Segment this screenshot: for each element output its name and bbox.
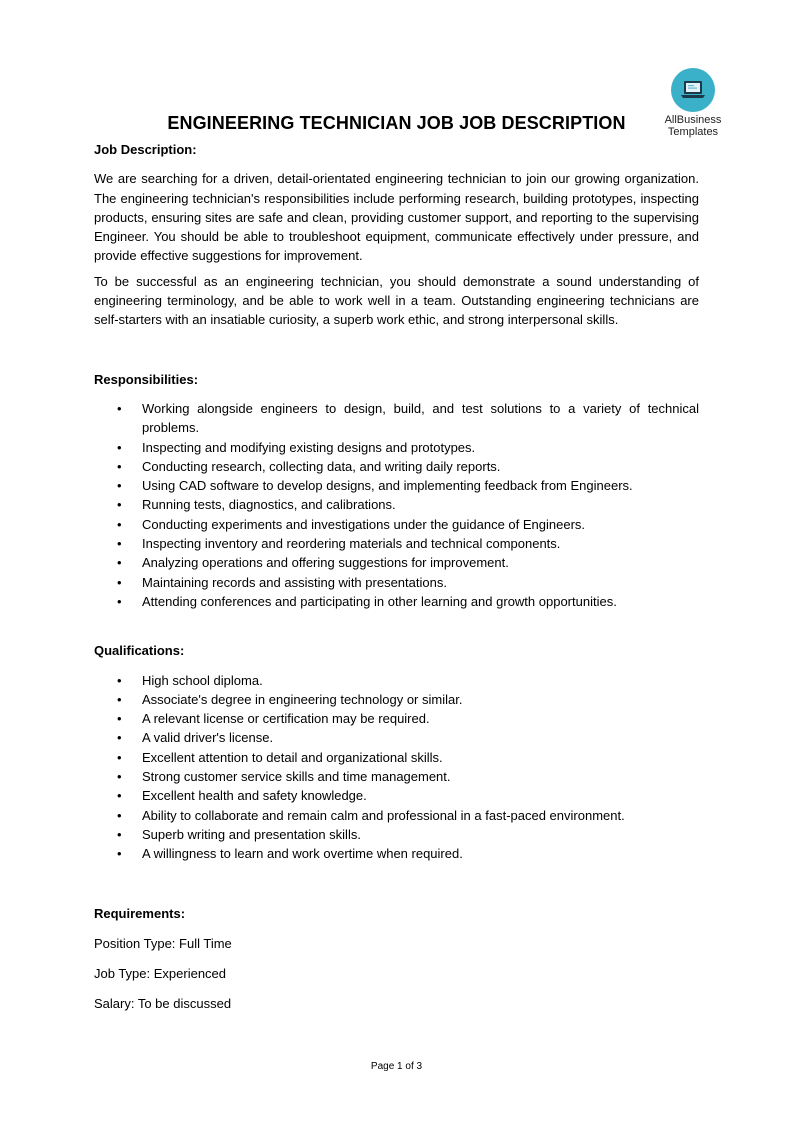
list-item-text: A valid driver's license.: [142, 730, 274, 746]
page-number: Page 1 of 3: [370, 1061, 423, 1072]
list-item-text: High school diploma.: [142, 672, 263, 688]
qualifications-heading: Qualifications:: [94, 643, 185, 659]
list-item: [94, 728, 699, 747]
list-item: [94, 438, 699, 457]
position-type: Position Type: Full Time: [94, 935, 232, 951]
list-item: [94, 515, 699, 534]
list-item: [94, 806, 699, 825]
list-item-text: A relevant license or certification may be required.: [142, 711, 430, 727]
job-description-heading: Job Description:: [94, 142, 197, 157]
bullet-icon: •: [117, 672, 122, 688]
list-item-text: Conducting research, collecting data, and writing daily reports.: [142, 458, 501, 474]
list-item-text: A willingness to learn and work overtime when required.: [142, 846, 463, 862]
list-item: [94, 457, 699, 476]
list-item: [94, 690, 699, 709]
bullet-icon: •: [117, 536, 122, 552]
bullet-icon: •: [117, 691, 122, 707]
document-title: ENGINEERING TECHNICIAN JOB JOB DESCRIPTION: [167, 113, 626, 133]
list-item-text: Associate's degree in engineering technology or similar.: [142, 691, 463, 707]
bullet-icon: •: [117, 497, 122, 513]
job-description-paragraph-2: To be successful as an engineering technician, you should demonstrate a sound understanding of engineering terminology, and be able to work well in a team. Outstanding engineering technicians are self-starters with an insatiable curiosity, a superb work ethic, and strong interpersonal skills.: [94, 273, 699, 328]
list-item-text: Attending conferences and participating in other learning and growth opportunities.: [142, 593, 617, 609]
list-item-text: Superb writing and presentation skills.: [142, 826, 361, 842]
list-item: [94, 786, 699, 805]
list-item-text: Inspecting inventory and reordering materials and technical components.: [142, 536, 561, 552]
list-item: [94, 671, 699, 690]
list-item-text: Excellent health and safety knowledge.: [142, 788, 367, 804]
logo-text-line2: Templates: [667, 126, 719, 138]
bullet-icon: •: [117, 769, 122, 785]
responsibilities-heading: Responsibilities:: [94, 371, 199, 387]
bullet-icon: •: [117, 439, 122, 455]
bullet-icon: •: [117, 730, 122, 746]
list-item-text: Working alongside engineers to design, build, and test solutions to a variety of technical problems.: [142, 400, 699, 436]
list-item: [94, 553, 699, 572]
bullet-icon: •: [117, 711, 122, 727]
list-item-text: Ability to collaborate and remain calm and professional in a fast-paced environment.: [142, 807, 625, 823]
bullet-icon: •: [117, 516, 122, 532]
bullet-icon: •: [117, 458, 122, 474]
list-item-text: Maintaining records and assisting with presentations.: [142, 574, 447, 590]
list-item: [94, 399, 699, 438]
bullet-icon: •: [117, 807, 122, 823]
list-item: [94, 709, 699, 728]
list-item: [94, 534, 699, 553]
qualifications-list: [94, 671, 699, 864]
list-item: [94, 748, 699, 767]
logo-badge: [671, 68, 715, 112]
list-item-text: Using CAD software to develop designs, and implementing feedback from Engineers.: [142, 478, 633, 494]
bullet-icon: •: [117, 788, 122, 804]
list-item: [94, 825, 699, 844]
bullet-icon: •: [117, 478, 122, 494]
requirements-heading: Requirements:: [94, 905, 186, 921]
responsibilities-list: [94, 399, 699, 611]
list-item-text: Analyzing operations and offering suggestions for improvement.: [142, 555, 509, 571]
list-item: [94, 476, 699, 495]
list-item: [94, 495, 699, 514]
bullet-icon: •: [117, 846, 122, 862]
list-item-text: Running tests, diagnostics, and calibrations.: [142, 497, 396, 513]
document-body: [94, 140, 699, 1014]
salary: Salary: To be discussed: [94, 996, 232, 1012]
job-description-paragraph-1: We are searching for a driven, detail-orientated engineering technician to join our growing organization. The engineering technician's responsibilities include performing research, building prototypes, inspecting products, ensuring sites are safe and clean, providing customer support, and reporting to the supervising Engineer. You should be able to troubleshoot equipment, communicate effectively under pressure, and provide effective suggestions for improvement.: [94, 171, 699, 264]
logo-text-line1: AllBusiness: [664, 114, 722, 126]
bullet-icon: •: [117, 574, 122, 590]
list-item: [94, 844, 699, 863]
list-item: [94, 573, 699, 592]
job-type: Job Type: Experienced: [94, 966, 227, 982]
list-item: [94, 592, 699, 611]
bullet-icon: •: [117, 555, 122, 571]
bullet-icon: •: [117, 826, 122, 842]
bullet-icon: •: [117, 593, 122, 609]
bullet-icon: •: [117, 749, 122, 765]
list-item: [94, 767, 699, 786]
list-item-text: Excellent attention to detail and organizational skills.: [142, 749, 443, 765]
list-item-text: Conducting experiments and investigations under the guidance of Engineers.: [142, 516, 586, 532]
list-item-text: Inspecting and modifying existing designs and prototypes.: [142, 439, 476, 455]
laptop-icon: [680, 80, 706, 100]
bullet-icon: •: [117, 400, 122, 416]
list-item-text: Strong customer service skills and time management.: [142, 769, 451, 785]
